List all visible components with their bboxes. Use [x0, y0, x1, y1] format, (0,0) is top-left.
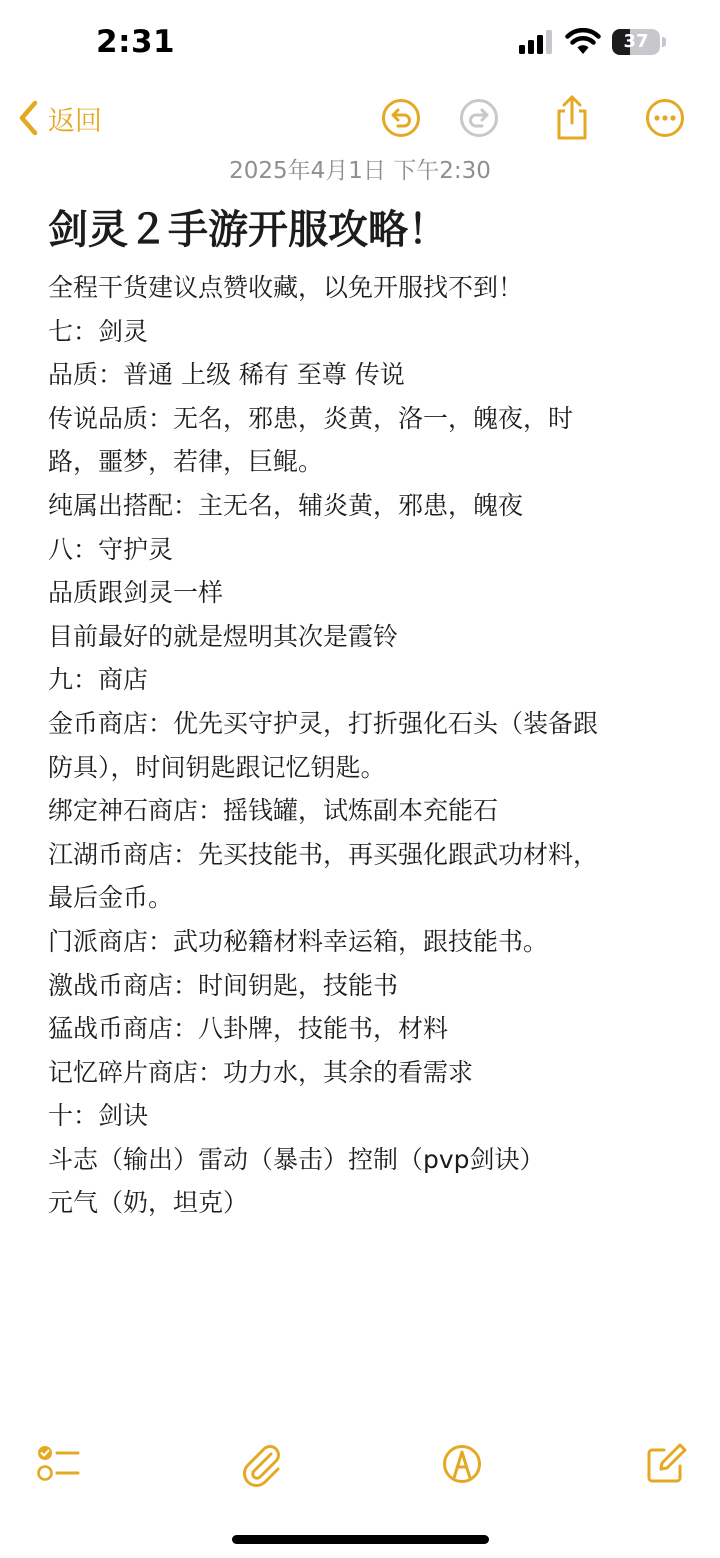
note-line: 品质：普通 上级 稀有 至尊 传说	[48, 360, 405, 390]
home-indicator[interactable]	[232, 1535, 489, 1544]
nav-bar	[0, 88, 720, 148]
note-line: 纯属出搭配：主无名，辅炎黄，邪患，魄夜	[48, 490, 524, 520]
note-line: 激战币商店：时间钥匙，技能书	[48, 970, 399, 1000]
note-line: 全程干货建议点赞收藏，以免开服找不到！	[48, 273, 524, 302]
compose-icon	[649, 1445, 685, 1481]
cellular-signal-icon	[519, 30, 555, 54]
note-line: 最后金币。	[48, 883, 174, 913]
note-line: 门派商店：武功秘籍材料幸运箱，跟技能书。	[48, 926, 549, 956]
back-label: 返回	[48, 105, 102, 137]
markup-button[interactable]	[438, 1440, 486, 1488]
note-line: 猛战币商店：八卦牌，技能书，材料	[48, 1014, 449, 1044]
note-line: 记忆碎片商店：功力水，其余的看需求	[48, 1057, 474, 1087]
note-line: 防具），时间钥匙跟记忆钥匙。	[48, 752, 386, 782]
note-line: 目前最好的就是煜明其次是霞铃	[48, 621, 399, 651]
pen-circle-icon	[445, 1447, 480, 1482]
compose-button[interactable]	[642, 1440, 690, 1488]
note-line: 路，噩梦，若律，巨鲲。	[48, 447, 324, 477]
undo-button[interactable]	[377, 94, 425, 142]
note-line: 九：商店	[48, 665, 149, 695]
note-line: 金币商店：优先买守护灵，打折强化石头（装备跟	[48, 708, 599, 738]
undo-icon	[384, 101, 419, 136]
checklist-icon	[38, 1446, 78, 1480]
chevron-left-icon	[18, 100, 40, 136]
note-line: 品质跟剑灵一样	[48, 578, 224, 608]
more-button[interactable]	[641, 94, 689, 142]
share-button[interactable]	[548, 94, 596, 142]
battery-level: 37	[623, 31, 649, 52]
checklist-button[interactable]	[36, 1440, 84, 1488]
paperclip-icon	[244, 1447, 278, 1486]
note-line: 绑定神石商店：摇钱罐，试炼副本充能石	[48, 796, 499, 826]
note-line: 八：守护灵	[48, 534, 174, 564]
note-line: 传说品质：无名，邪患，炎黄，洛一，魄夜，时	[48, 403, 574, 433]
note-line: 元气（奶，坦克）	[48, 1188, 249, 1218]
wifi-icon	[565, 28, 601, 56]
status-time: 2:31	[96, 24, 176, 60]
note-line: 江湖币商店：先买技能书，再买强化跟武功材料，	[48, 839, 599, 869]
note-date: 2025年4月1日 下午2:30	[229, 158, 491, 184]
ellipsis-circle-icon	[648, 101, 683, 136]
note-title[interactable]: 剑灵２手游开服攻略！	[48, 207, 448, 253]
redo-button[interactable]	[455, 94, 503, 142]
battery-icon	[612, 29, 666, 55]
note-line: 七：剑灵	[48, 316, 149, 346]
note-line: 十：剑诀	[48, 1101, 149, 1131]
bottom-toolbar	[0, 1440, 720, 1496]
note-line: 斗志（输出）雷动（暴击）控制（pvp剑诀）	[48, 1144, 545, 1174]
status-bar	[0, 0, 720, 86]
back-button[interactable]	[18, 94, 102, 142]
share-icon	[559, 97, 585, 138]
redo-icon	[462, 101, 497, 136]
note-body[interactable]	[48, 266, 678, 1225]
attach-button[interactable]	[238, 1440, 286, 1488]
